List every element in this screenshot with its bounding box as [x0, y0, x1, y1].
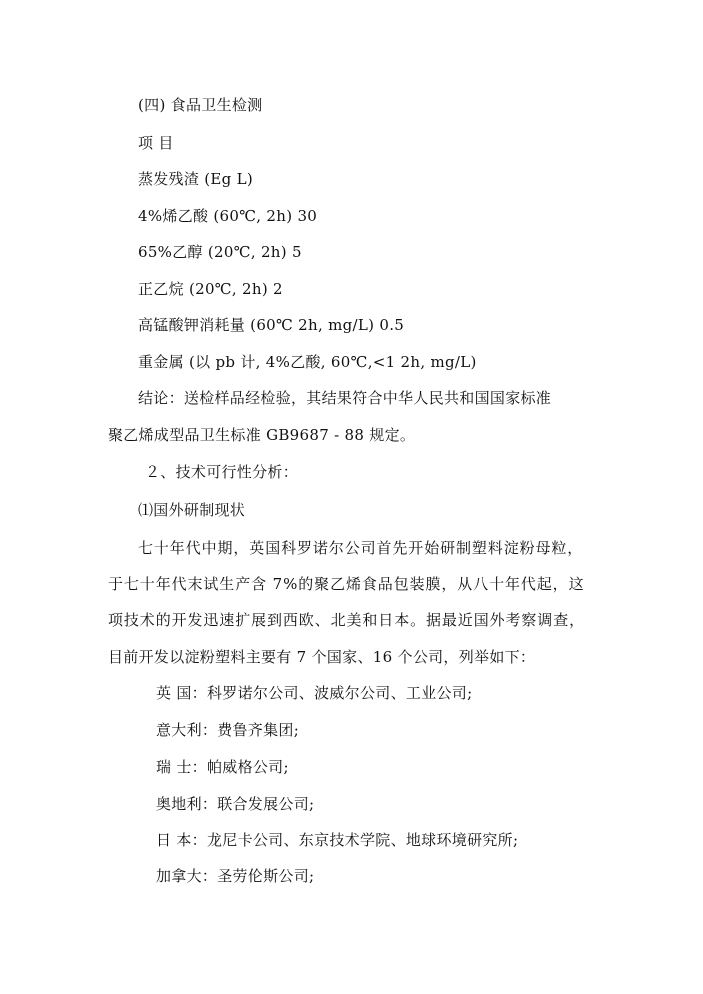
country-companies: 联合发展公司;: [217, 795, 315, 813]
items-header: 项 目: [138, 134, 174, 152]
country-name: 加拿大：: [156, 867, 218, 885]
country-companies: 帕威格公司;: [206, 758, 289, 776]
country-name: 日 本：: [156, 831, 207, 849]
country-row: [156, 683, 472, 703]
country-row: [156, 830, 518, 850]
country-name: 奥地利：: [156, 795, 218, 813]
country-companies: 费鲁齐集团;: [217, 721, 300, 739]
test-item: 蒸发残渣 (Eg L): [138, 170, 254, 188]
test-item: 重金属 (以 pb 计, 4%乙酸, 60℃,<1 2h, mg/L): [138, 353, 477, 371]
paragraph-line: 目前开发以淀粉塑料主要有 7 个国家、16 个公司，列举如下：: [108, 648, 536, 666]
country-name: 英 国：: [156, 684, 207, 702]
part2-heading: ２、技术可行性分析：: [145, 463, 299, 481]
conclusion-line: 聚乙烯成型品卫生标准 GB9687 - 88 规定。: [108, 426, 416, 444]
country-row: [156, 720, 299, 740]
country-name: 瑞 士：: [156, 758, 207, 776]
country-companies: 科罗诺尔公司、波威尔公司、工业公司;: [206, 684, 473, 702]
country-companies: 龙尼卡公司、东京技术学院、地球环境研究所;: [206, 831, 519, 849]
country-name: 意大利：: [156, 721, 218, 739]
section-heading: (四) 食品卫生检测: [138, 96, 263, 114]
country-row: [156, 794, 314, 814]
paragraph-line: 项技术的开发迅速扩展到西欧、北美和日本。据最近国外考察调查，: [108, 611, 586, 629]
conclusion-line: 结论：送检样品经检验，其结果符合中华人民共和国国家标准: [138, 389, 552, 407]
test-item: 正乙烷 (20℃, 2h) 2: [138, 280, 283, 298]
test-item: 65%乙醇 (20℃, 2h) 5: [138, 243, 302, 261]
country-companies: 圣劳伦斯公司;: [217, 867, 315, 885]
paragraph-line: 七十年代中期，英国科罗诺尔公司首先开始研制塑料淀粉母粒，: [138, 539, 584, 557]
country-row: [156, 866, 314, 886]
test-item: 4%烯乙酸 (60℃, 2h) 30: [138, 207, 318, 225]
part2-subheading: ⑴国外研制现状: [138, 501, 246, 519]
country-row: [156, 757, 289, 777]
paragraph-line: 于七十年代末试生产含 7%的聚乙烯食品包装膜，从八十年代起，这: [108, 575, 585, 593]
test-item: 高锰酸钾消耗量 (60℃ 2h, mg/L) 0.5: [138, 316, 405, 334]
